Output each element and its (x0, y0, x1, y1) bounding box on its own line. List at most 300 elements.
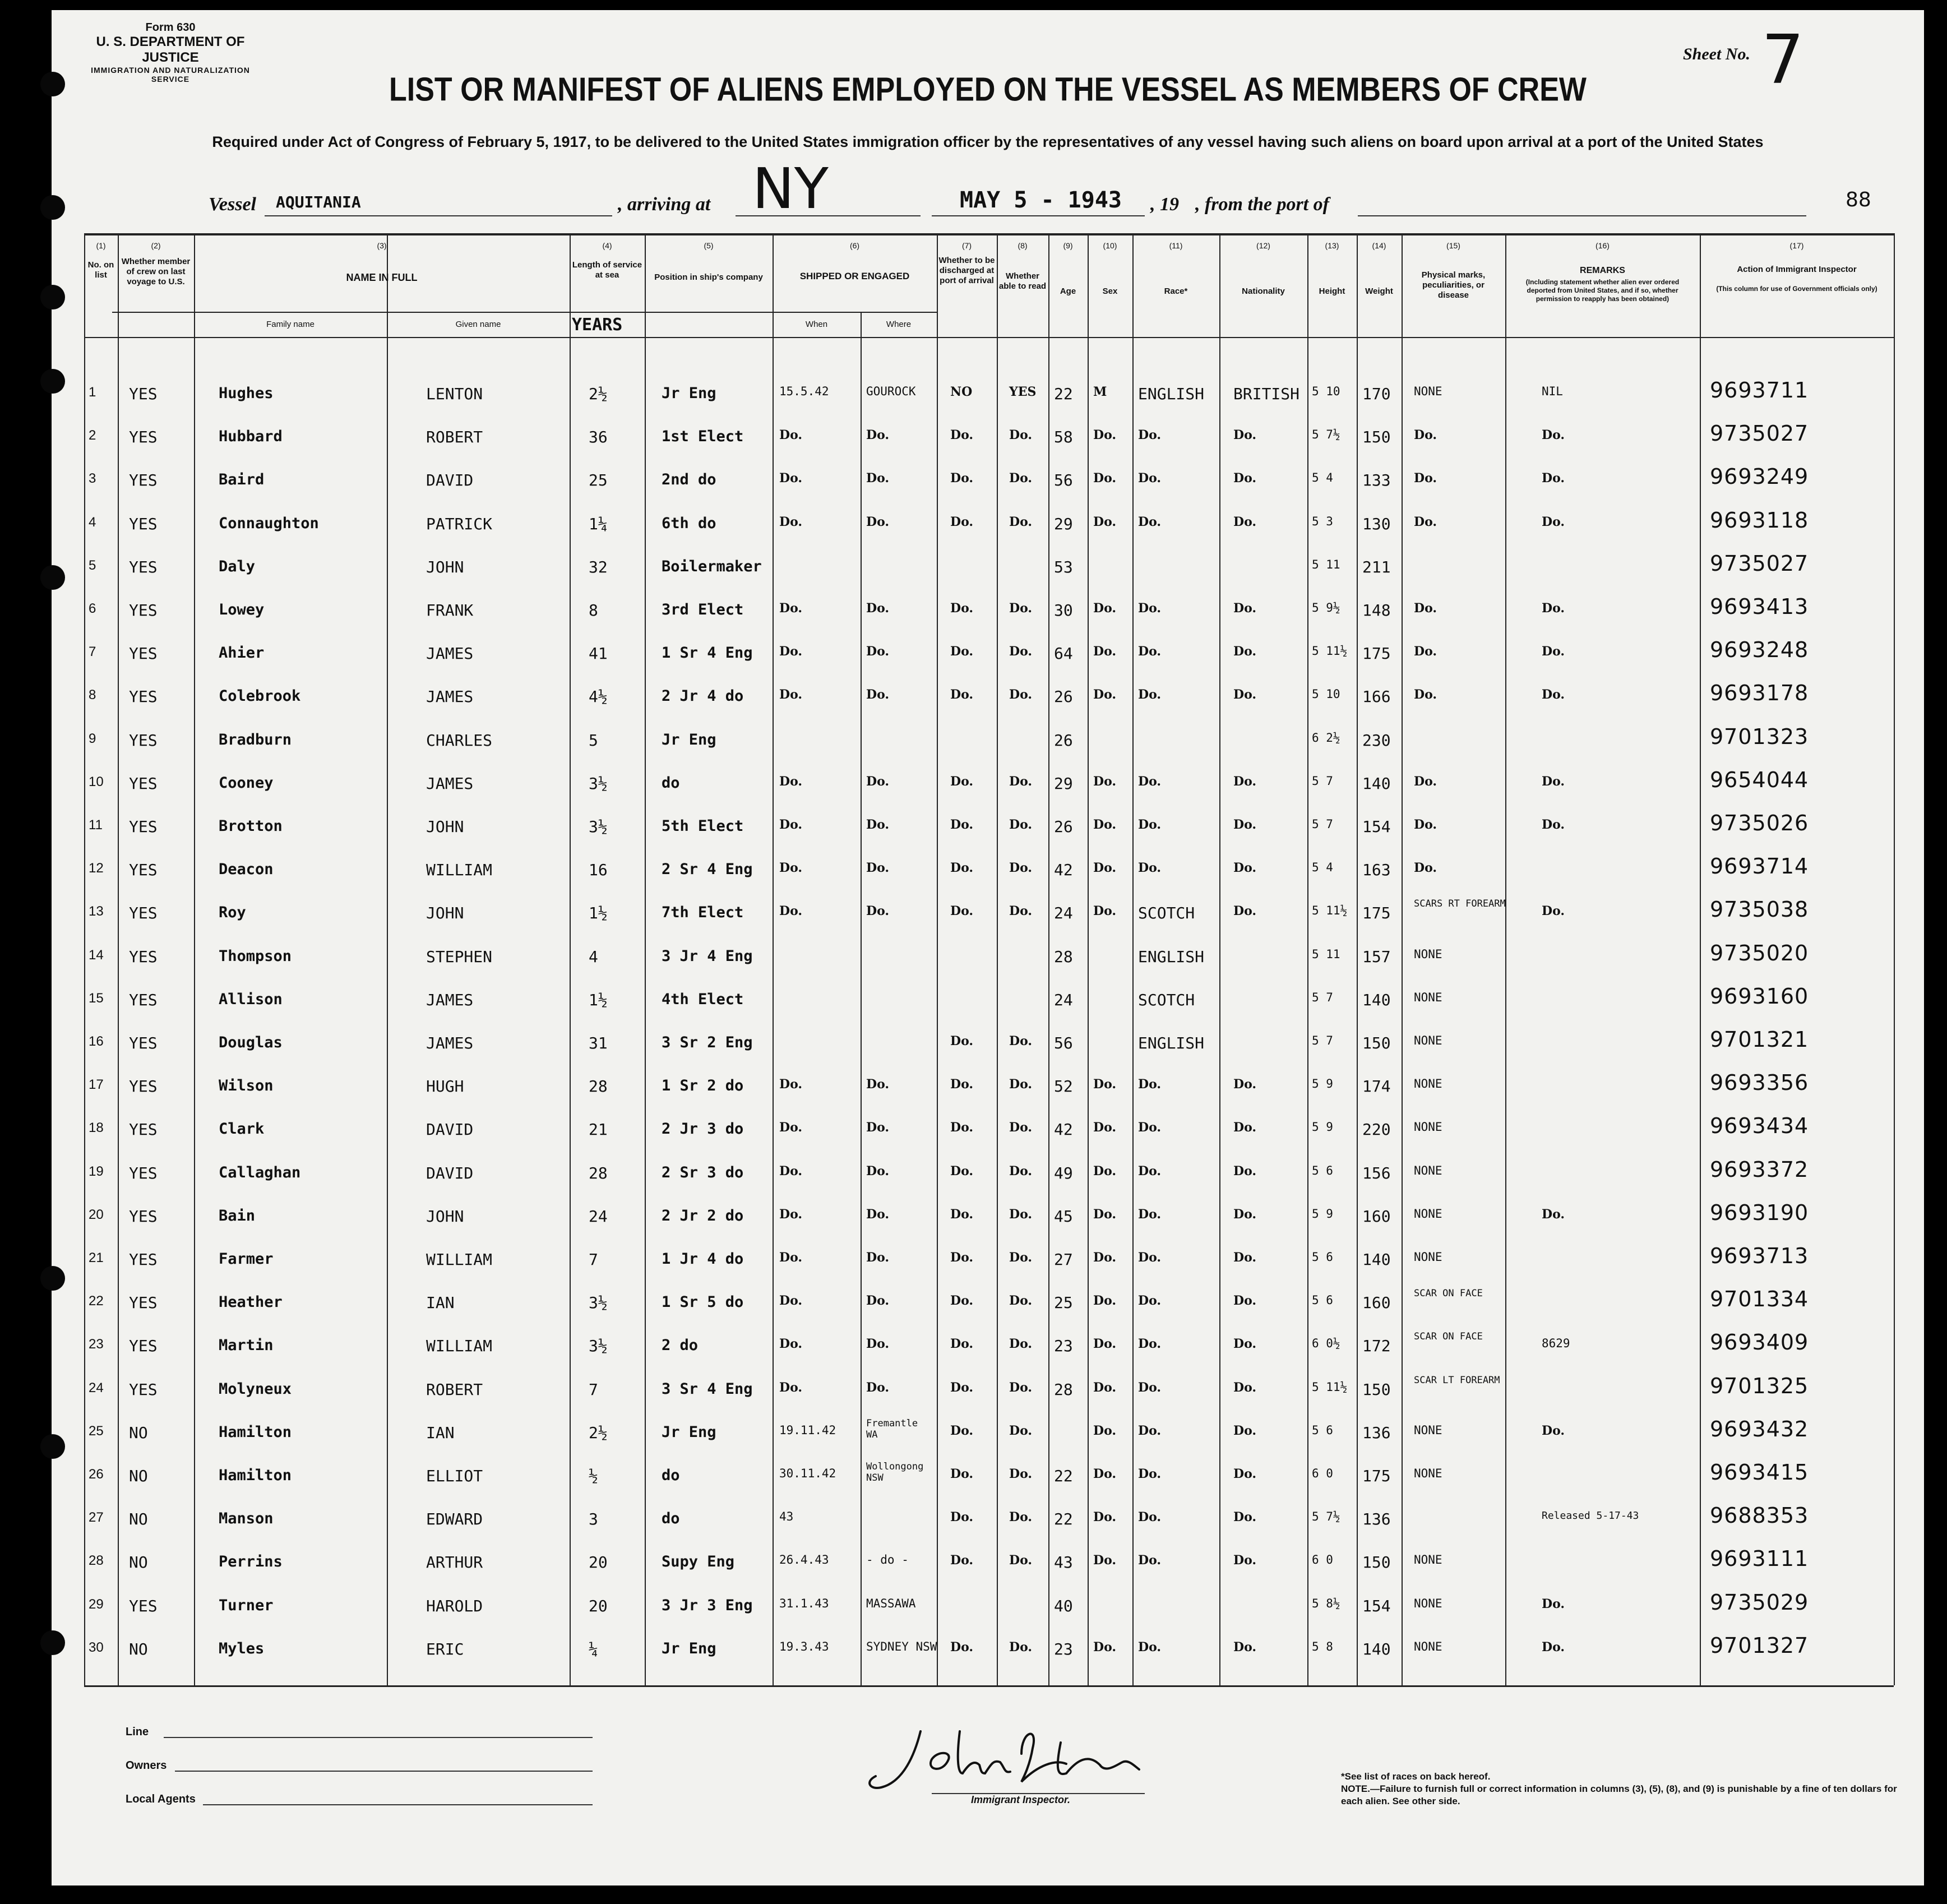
weight: 150 (1362, 1034, 1391, 1052)
able-to-read: Do. (1009, 1293, 1033, 1309)
length-of-service: 3½ (589, 1337, 608, 1356)
col-num-15: (15) (1446, 241, 1460, 250)
row-number: 23 (89, 1337, 104, 1352)
shipped-where: Do. (866, 1293, 890, 1309)
binder-hole (40, 1266, 65, 1291)
given-name: EDWARD (426, 1510, 483, 1529)
ship-position: 3 Sr 2 Eng (662, 1034, 753, 1051)
length-of-service: 1¼ (589, 514, 608, 533)
height: 5 11 (1312, 947, 1340, 961)
year-label: , 19 (1150, 194, 1179, 215)
crew-last-voyage: NO (129, 1553, 148, 1572)
shipped-where: Wollongong NSW (866, 1461, 924, 1484)
row-number: 13 (89, 904, 104, 919)
inspector-action: 9701327 (1710, 1633, 1809, 1658)
age: 52 (1054, 1077, 1073, 1096)
age: 23 (1054, 1639, 1073, 1658)
physical-marks: NONE (1414, 1553, 1442, 1567)
family-name: Hubbard (219, 428, 283, 446)
length-of-service: 7 (589, 1250, 598, 1269)
shipped-where: Do. (866, 1120, 890, 1135)
able-to-read: Do. (1009, 1553, 1033, 1568)
shipped-when: Do. (779, 904, 803, 919)
ship-position: 2nd do (662, 471, 716, 489)
inspector-action: 9693178 (1710, 681, 1809, 706)
to-be-discharged: Do. (950, 1163, 974, 1179)
owners-label: Owners (126, 1759, 167, 1772)
length-of-service: ¼ (589, 1639, 598, 1658)
length-of-service: 3½ (589, 817, 608, 836)
height: 6 2½ (1312, 731, 1340, 745)
remarks: Do. (1542, 644, 1565, 659)
sex: Do. (1093, 1380, 1117, 1395)
ship-position: 2 Jr 4 do (662, 687, 744, 705)
length-of-service: 41 (589, 644, 608, 663)
age: 42 (1054, 861, 1073, 880)
height: 5 10 (1312, 385, 1340, 398)
height: 5 6 (1312, 1423, 1333, 1437)
given-name: JOHN (426, 817, 464, 836)
race: Do. (1138, 514, 1162, 529)
weight: 156 (1362, 1163, 1391, 1182)
row-number: 19 (89, 1163, 104, 1179)
height: 5 9 (1312, 1077, 1333, 1091)
crew-last-voyage: YES (129, 601, 158, 620)
weight: 140 (1362, 774, 1391, 793)
physical-marks: Do. (1414, 644, 1437, 659)
shipped-where: Do. (866, 774, 890, 789)
given-name: JAMES (426, 774, 474, 793)
row-number: 12 (89, 861, 104, 876)
height: 5 9½ (1312, 601, 1340, 614)
family-name: Molyneux (219, 1380, 292, 1398)
vessel-name: AQUITANIA (276, 193, 361, 211)
given-name: JAMES (426, 687, 474, 706)
race: Do. (1138, 1293, 1162, 1309)
form-number: Form 630 (145, 21, 196, 34)
shipped-when: Do. (779, 1250, 803, 1265)
race: Do. (1138, 1423, 1162, 1438)
sex: Do. (1093, 1639, 1117, 1655)
col-header-shipped: SHIPPED OR ENGAGED (799, 271, 910, 281)
sex: Do. (1093, 471, 1117, 486)
family-name: Hughes (219, 385, 274, 402)
race: Do. (1138, 1639, 1162, 1655)
height: 5 8½ (1312, 1596, 1340, 1610)
race: ENGLISH (1138, 947, 1205, 966)
height: 5 7 (1312, 1034, 1333, 1047)
age: 56 (1054, 471, 1073, 490)
crew-last-voyage: YES (129, 471, 158, 490)
crew-last-voyage: YES (129, 1120, 158, 1139)
sex: Do. (1093, 1293, 1117, 1309)
height: 6 0 (1312, 1467, 1333, 1480)
given-name: PATRICK (426, 514, 493, 533)
row-number: 27 (89, 1510, 104, 1526)
race: Do. (1138, 471, 1162, 486)
able-to-read: Do. (1009, 1510, 1033, 1525)
height: 5 6 (1312, 1163, 1333, 1177)
family-name: Deacon (219, 861, 274, 879)
inspector-action: 9701321 (1710, 1027, 1809, 1052)
local-agents-label: Local Agents (126, 1793, 196, 1805)
vessel-label: Vessel (209, 194, 256, 215)
shipped-where: Do. (866, 644, 890, 659)
sex: Do. (1093, 601, 1117, 616)
remarks: NIL (1542, 385, 1563, 398)
shipped-when: Do. (779, 1380, 803, 1395)
nationality: Do. (1233, 1639, 1257, 1655)
height: 5 7 (1312, 817, 1333, 831)
shipped-when: Do. (779, 428, 803, 443)
to-be-discharged: Do. (950, 1553, 974, 1568)
given-name: WILLIAM (426, 861, 493, 880)
physical-marks: NONE (1414, 1639, 1442, 1653)
department-name: U. S. DEPARTMENT OF JUSTICE (96, 34, 245, 65)
given-name: STEPHEN (426, 947, 493, 966)
shipped-when: Do. (779, 1120, 803, 1135)
col-header-age: Age (1060, 286, 1076, 296)
height: 5 4 (1312, 861, 1333, 875)
crew-last-voyage: YES (129, 1250, 158, 1269)
weight: 172 (1362, 1337, 1391, 1356)
port-label: , from the port of (1195, 194, 1329, 215)
inspector-label: Immigrant Inspector. (971, 1794, 1071, 1805)
nationality: Do. (1233, 471, 1257, 486)
inspector-action: 9693249 (1710, 464, 1809, 489)
physical-marks: SCAR ON FACE (1414, 1288, 1483, 1300)
crew-last-voyage: YES (129, 1034, 158, 1052)
crew-last-voyage: YES (129, 1380, 158, 1399)
nationality: Do. (1233, 1467, 1257, 1481)
manifest-sheet (52, 10, 1924, 1885)
shipped-where: SYDNEY NSW (866, 1639, 937, 1653)
ship-position: 1 Jr 4 do (662, 1250, 744, 1268)
nationality: Do. (1233, 644, 1257, 659)
crew-last-voyage: YES (129, 947, 158, 966)
shipped-where: Do. (866, 904, 890, 919)
shipped-where: Do. (866, 1250, 890, 1265)
race: Do. (1138, 817, 1162, 832)
nationality: Do. (1233, 1077, 1257, 1092)
row-number: 3 (89, 471, 96, 487)
sex: Do. (1093, 687, 1117, 703)
col-header-remarks: REMARKS (1580, 266, 1625, 275)
col-header-when: When (805, 320, 828, 329)
age: 40 (1054, 1596, 1073, 1615)
weight: 220 (1362, 1120, 1391, 1139)
ship-position: 2 Sr 4 Eng (662, 861, 753, 879)
sex: Do. (1093, 1120, 1117, 1135)
given-name: ERIC (426, 1639, 464, 1658)
physical-marks: NONE (1414, 1207, 1442, 1221)
able-to-read: Do. (1009, 1034, 1033, 1048)
sex: Do. (1093, 1423, 1117, 1438)
to-be-discharged: Do. (950, 601, 974, 616)
given-name: IAN (426, 1293, 455, 1313)
col-header-action: Action of Immigrant Inspector (1737, 265, 1857, 274)
ship-position: 7th Elect (662, 904, 744, 922)
crew-last-voyage: YES (129, 1163, 158, 1182)
given-name: JOHN (426, 1207, 464, 1226)
inspector-action: 9654044 (1710, 767, 1809, 792)
able-to-read: Do. (1009, 644, 1033, 659)
col-num-11: (11) (1169, 241, 1183, 250)
nationality: Do. (1233, 1163, 1257, 1179)
age: 28 (1054, 1380, 1073, 1399)
age: 26 (1054, 817, 1073, 836)
height: 5 10 (1312, 687, 1340, 701)
row-number: 22 (89, 1293, 104, 1309)
family-name: Manson (219, 1510, 274, 1528)
inspector-action: 9735038 (1710, 897, 1809, 922)
weight: 136 (1362, 1423, 1391, 1442)
given-name: ELLIOT (426, 1467, 483, 1485)
length-of-service: 5 (589, 731, 598, 750)
ship-position: 5th Elect (662, 817, 744, 835)
crew-last-voyage: YES (129, 1077, 158, 1096)
given-name: FRANK (426, 601, 474, 620)
shipped-when: Do. (779, 1077, 803, 1092)
weight: 136 (1362, 1510, 1391, 1529)
row-number: 28 (89, 1553, 104, 1569)
sex: Do. (1093, 1207, 1117, 1222)
height: 5 7 (1312, 774, 1333, 788)
given-name: CHARLES (426, 731, 493, 750)
family-name: Bain (219, 1207, 256, 1224)
weight: 160 (1362, 1293, 1391, 1313)
length-of-service: 20 (589, 1596, 608, 1615)
weight: 150 (1362, 1380, 1391, 1399)
ship-position: do (662, 1467, 680, 1484)
physical-marks: Do. (1414, 774, 1437, 789)
physical-marks: NONE (1414, 1077, 1442, 1091)
age: 25 (1054, 1293, 1073, 1313)
age: 43 (1054, 1553, 1073, 1572)
col-header-name: NAME IN FULL (346, 272, 418, 283)
to-be-discharged: Do. (950, 774, 974, 789)
row-number: 18 (89, 1120, 104, 1136)
col-header-weight: Weight (1365, 286, 1393, 296)
penalty-note: NOTE.—Failure to furnish full or correct information in columns (3), (5), (8), and (9) is punishable by a fine of ten dollars for each alien. See other side. (1341, 1783, 1897, 1806)
height: 5 6 (1312, 1250, 1333, 1264)
family-name: Douglas (219, 1034, 283, 1051)
crew-last-voyage: YES (129, 557, 158, 576)
given-name: DAVID (426, 1120, 474, 1139)
weight: 130 (1362, 514, 1391, 533)
family-name: Baird (219, 471, 265, 489)
weight: 163 (1362, 861, 1391, 880)
col-header-race: Race* (1164, 286, 1188, 296)
family-name: Myles (219, 1639, 265, 1657)
age: 22 (1054, 385, 1073, 403)
shipped-when: 43 (779, 1510, 794, 1524)
nationality: BRITISH (1233, 385, 1300, 403)
row-number: 30 (89, 1639, 104, 1655)
inspector-action: 9693160 (1710, 983, 1809, 1009)
row-number: 24 (89, 1380, 104, 1395)
shipped-where: Do. (866, 601, 890, 616)
shipped-where: MASSAWA (866, 1596, 916, 1610)
to-be-discharged: Do. (950, 904, 974, 919)
sex: Do. (1093, 428, 1117, 443)
length-of-service: 28 (589, 1163, 608, 1182)
age: 24 (1054, 904, 1073, 923)
length-of-service: 4 (589, 947, 598, 966)
nationality: Do. (1233, 1207, 1257, 1222)
height: 5 11½ (1312, 1380, 1348, 1394)
nationality: Do. (1233, 817, 1257, 832)
race: Do. (1138, 1467, 1162, 1481)
col-header-family: Family name (266, 320, 315, 329)
race: Do. (1138, 644, 1162, 659)
nationality: Do. (1233, 514, 1257, 529)
to-be-discharged: Do. (950, 1423, 974, 1438)
age: 22 (1054, 1510, 1073, 1529)
crew-last-voyage: YES (129, 731, 158, 750)
able-to-read: YES (1009, 385, 1037, 399)
length-of-service: ½ (589, 1467, 598, 1485)
crew-last-voyage: YES (129, 514, 158, 533)
ship-position: 6th do (662, 514, 716, 532)
age: 24 (1054, 990, 1073, 1009)
family-name: Daly (219, 557, 256, 575)
row-number: 7 (89, 644, 96, 660)
sheet-number-value: 7 (1761, 21, 1805, 99)
arrival-date: MAY 5 - 1943 (960, 187, 1122, 213)
race: Do. (1138, 428, 1162, 443)
age: 64 (1054, 644, 1073, 663)
sex: Do. (1093, 774, 1117, 789)
nationality: Do. (1233, 1510, 1257, 1525)
remarks: Do. (1542, 471, 1565, 486)
shipped-where: Fremantle WA (866, 1417, 918, 1440)
crew-last-voyage: YES (129, 644, 158, 663)
binder-hole (40, 369, 65, 394)
shipped-when: 26.4.43 (779, 1553, 829, 1567)
height: 5 11½ (1312, 904, 1348, 918)
given-name: IAN (426, 1423, 455, 1442)
ship-position: 3 Sr 4 Eng (662, 1380, 753, 1398)
race: Do. (1138, 774, 1162, 789)
weight: 175 (1362, 644, 1391, 663)
crew-last-voyage: YES (129, 1596, 158, 1615)
physical-marks: SCAR ON FACE (1414, 1331, 1483, 1343)
weight: 175 (1362, 1467, 1391, 1485)
inspector-action: 9735027 (1710, 551, 1809, 576)
col-header-sex: Sex (1102, 286, 1118, 296)
col-header-height: Height (1319, 286, 1345, 296)
inspector-action: 9701325 (1710, 1373, 1809, 1398)
weight: 154 (1362, 817, 1391, 836)
inspector-signature (853, 1720, 1167, 1799)
remarks: Do. (1542, 601, 1565, 616)
crew-last-voyage: YES (129, 687, 158, 706)
row-number: 5 (89, 557, 96, 573)
row-number: 11 (89, 817, 103, 833)
able-to-read: Do. (1009, 1467, 1033, 1481)
nationality: Do. (1233, 1120, 1257, 1135)
ship-position: 3rd Elect (662, 601, 744, 618)
to-be-discharged: Do. (950, 1120, 974, 1135)
ship-position: 2 Sr 3 do (662, 1163, 744, 1181)
ship-position: 1st Elect (662, 428, 744, 446)
length-of-service: 16 (589, 861, 608, 880)
length-of-service: 31 (589, 1034, 608, 1052)
length-of-service: 36 (589, 428, 608, 447)
crew-last-voyage: YES (129, 385, 158, 403)
col-num-16: (16) (1595, 241, 1610, 250)
col-header-action-note: (This column for use of Government officials only) (1716, 285, 1877, 293)
remarks: Released 5-17-43 (1542, 1510, 1639, 1522)
shipped-where: Do. (866, 817, 890, 832)
remarks: Do. (1542, 514, 1565, 529)
weight: 166 (1362, 687, 1391, 706)
inspector-action: 9693190 (1710, 1200, 1809, 1225)
crew-last-voyage: NO (129, 1467, 148, 1485)
family-name: Farmer (219, 1250, 274, 1268)
age: 45 (1054, 1207, 1073, 1226)
able-to-read: Do. (1009, 1120, 1033, 1135)
to-be-discharged: Do. (950, 817, 974, 832)
crew-last-voyage: YES (129, 428, 158, 447)
given-name: JOHN (426, 557, 464, 576)
col-num-1: (1) (96, 241, 106, 250)
height: 6 0 (1312, 1553, 1333, 1567)
arriving-port: NY (752, 156, 829, 221)
crew-last-voyage: YES (129, 904, 158, 923)
crew-last-voyage: YES (129, 1293, 158, 1313)
inspector-action: 9693409 (1710, 1330, 1809, 1355)
ship-position: do (662, 1510, 680, 1528)
age: 56 (1054, 1034, 1073, 1052)
to-be-discharged: Do. (950, 1337, 974, 1352)
weight: 175 (1362, 904, 1391, 923)
inspector-action: 9693714 (1710, 854, 1809, 879)
able-to-read: Do. (1009, 1163, 1033, 1179)
physical-marks: NONE (1414, 1163, 1442, 1177)
page-title: LIST OR MANIFEST OF ALIENS EMPLOYED ON THE VESSEL AS MEMBERS OF CREW (389, 71, 1587, 109)
race: Do. (1138, 1510, 1162, 1525)
physical-marks: NONE (1414, 1034, 1442, 1047)
race: Do. (1138, 861, 1162, 876)
crew-last-voyage: YES (129, 990, 158, 1009)
family-name: Colebrook (219, 687, 301, 705)
given-name: JAMES (426, 990, 474, 1009)
race: ENGLISH (1138, 385, 1205, 403)
shipped-when: Do. (779, 1163, 803, 1179)
race: Do. (1138, 687, 1162, 703)
row-number: 16 (89, 1034, 104, 1049)
nationality: Do. (1233, 1337, 1257, 1352)
to-be-discharged: Do. (950, 514, 974, 529)
length-of-service: 28 (589, 1077, 608, 1096)
able-to-read: Do. (1009, 1250, 1033, 1265)
family-name: Hamilton (219, 1467, 292, 1484)
length-of-service: 1½ (589, 990, 608, 1009)
race: Do. (1138, 1207, 1162, 1222)
weight: 174 (1362, 1077, 1391, 1096)
race: Do. (1138, 1077, 1162, 1092)
ship-position: 2 Jr 2 do (662, 1207, 744, 1224)
binder-hole (40, 565, 65, 590)
length-of-service: 20 (589, 1553, 608, 1572)
family-name: Allison (219, 990, 283, 1008)
nationality: Do. (1233, 1553, 1257, 1568)
crew-last-voyage: NO (129, 1639, 148, 1658)
race: ENGLISH (1138, 1034, 1205, 1052)
age: 29 (1054, 514, 1073, 533)
